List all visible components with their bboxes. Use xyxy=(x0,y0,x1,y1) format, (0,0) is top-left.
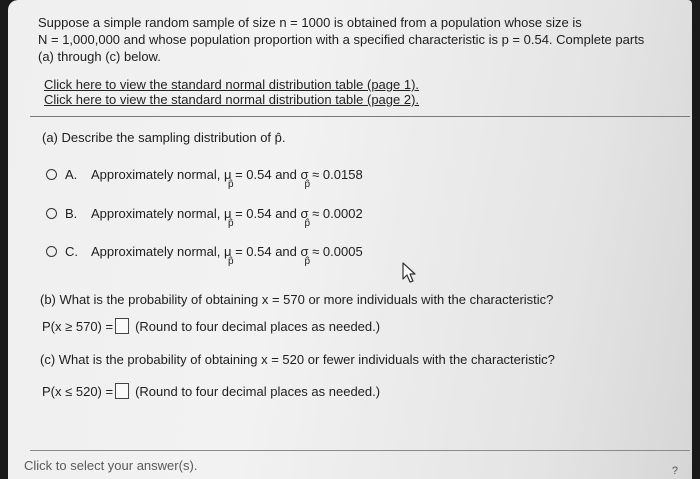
choice-formula xyxy=(91,206,363,229)
table-links xyxy=(44,77,419,107)
mu-symbol: μ p̂ xyxy=(223,244,234,267)
footer-hint: Click to select your answer(s). xyxy=(24,458,198,473)
choice-b[interactable] xyxy=(46,206,363,232)
part-b-answer-input[interactable] xyxy=(115,318,129,334)
choice-a[interactable] xyxy=(46,167,363,193)
choice-formula xyxy=(91,167,363,190)
sigma-symbol: σ p̂ xyxy=(300,206,311,229)
sigma-value: ≈ 0.0158 xyxy=(312,167,363,182)
p-hat-subscript: p̂ xyxy=(227,256,234,267)
choice-letter: B. xyxy=(65,206,78,221)
choice-text: Approximately normal, xyxy=(91,206,221,221)
part-b-question: (b) What is the probability of obtaining x = 570 or more individuals with the characteristic? xyxy=(40,292,554,307)
problem-line-2: N = 1,000,000 and whose population proportion with a specified characteristic is p = 0.54. Complete parts xyxy=(38,32,645,47)
choice-letter: A. xyxy=(65,167,78,182)
choice-letter: C. xyxy=(65,244,78,259)
mu-symbol: μ p̂ xyxy=(223,167,234,190)
p-hat-subscript: p̂ xyxy=(227,218,234,229)
mu-value: = 0.54 and xyxy=(235,244,297,259)
sigma-symbol: σ p̂ xyxy=(300,167,311,190)
choice-c[interactable] xyxy=(46,244,363,270)
footer-divider xyxy=(30,450,690,451)
question-panel xyxy=(8,0,692,479)
part-a-question: (a) Describe the sampling distribution of p̂. xyxy=(42,130,286,145)
normal-table-page-2-link[interactable]: Click here to view the standard normal distribution table (page 2). xyxy=(44,92,420,107)
part-b-note: (Round to four decimal places as needed.) xyxy=(135,318,381,334)
divider xyxy=(30,116,690,117)
mouse-pointer-icon xyxy=(402,262,416,284)
part-c-note: (Round to four decimal places as needed.) xyxy=(135,383,381,399)
normal-table-page-1-link[interactable]: Click here to view the standard normal distribution table (page 1). xyxy=(44,77,420,92)
radio-button-c[interactable] xyxy=(46,246,57,257)
problem-line-3: (a) through (c) below. xyxy=(38,49,161,64)
part-b-answer-row xyxy=(42,318,380,334)
part-c-answer-row xyxy=(42,383,380,399)
choice-formula xyxy=(91,244,363,267)
sigma-value: ≈ 0.0005 xyxy=(312,244,363,259)
radio-button-b[interactable] xyxy=(46,208,57,219)
problem-line-1: Suppose a simple random sample of size n = 1000 is obtained from a population whose size is xyxy=(38,15,582,30)
radio-button-a[interactable] xyxy=(46,169,57,180)
part-c-lhs: P(x ≤ 520) = xyxy=(42,383,114,399)
p-hat-subscript: p̂ xyxy=(304,218,311,229)
sigma-value: ≈ 0.0002 xyxy=(312,206,363,221)
problem-statement xyxy=(38,14,688,65)
sigma-symbol: σ p̂ xyxy=(300,244,311,267)
help-icon[interactable]: ? xyxy=(671,465,678,477)
p-hat-subscript: p̂ xyxy=(304,179,311,190)
p-hat-subscript: p̂ xyxy=(304,256,311,267)
choice-text: Approximately normal, xyxy=(91,244,221,259)
mu-value: = 0.54 and xyxy=(235,206,297,221)
part-b-lhs: P(x ≥ 570) = xyxy=(42,318,114,334)
mu-value: = 0.54 and xyxy=(235,167,297,182)
p-hat-subscript: p̂ xyxy=(227,179,234,190)
mu-symbol: μ p̂ xyxy=(223,206,234,229)
choice-text: Approximately normal, xyxy=(91,167,221,182)
part-c-answer-input[interactable] xyxy=(115,383,129,399)
part-c-question: (c) What is the probability of obtaining x = 520 or fewer individuals with the characteristic? xyxy=(40,352,555,367)
